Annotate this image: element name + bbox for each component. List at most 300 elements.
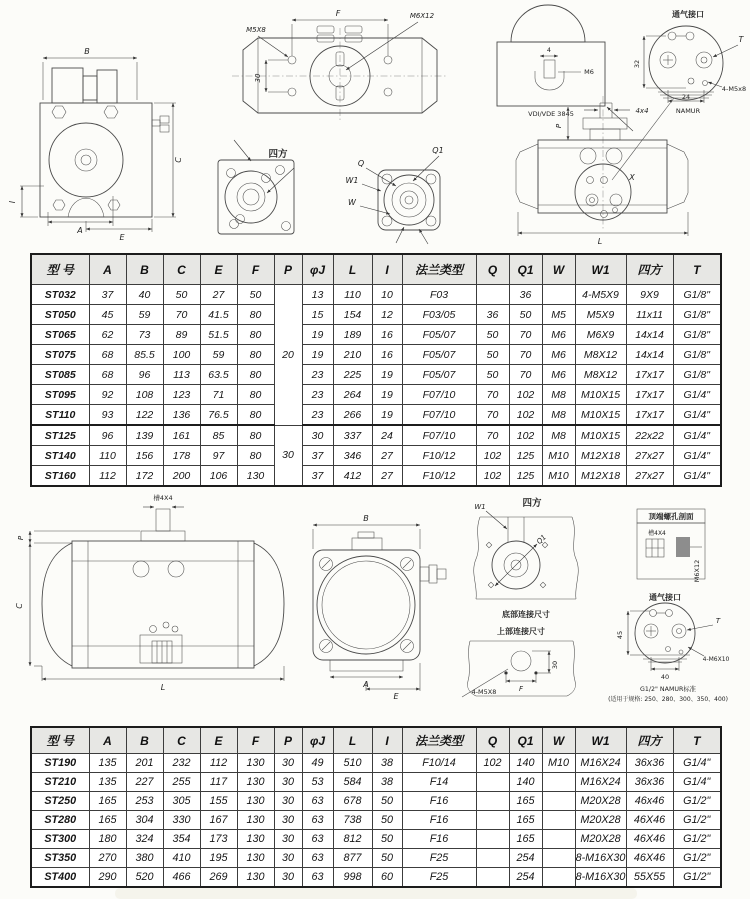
value-cell: 38 — [372, 773, 402, 792]
value-cell: 13 — [302, 285, 333, 305]
value-cell: 254 — [509, 868, 542, 888]
value-cell: 178 — [163, 446, 200, 466]
end-view-large — [313, 514, 446, 701]
front-view-drawing — [8, 47, 183, 242]
value-cell: 70 — [163, 305, 200, 325]
model-cell: ST190 — [31, 754, 89, 773]
column-header: C — [163, 254, 200, 285]
value-cell: 37 — [302, 466, 333, 487]
value-cell: M8 — [542, 425, 575, 446]
square-drive-drawing — [218, 140, 294, 234]
value-cell: 19 — [372, 405, 402, 426]
value-cell — [542, 849, 575, 868]
value-cell: 14x14 — [626, 345, 673, 365]
value-cell: 180 — [89, 830, 126, 849]
square-drive-label: 四方 — [268, 149, 288, 160]
side-view-small — [516, 96, 688, 246]
table-row — [31, 868, 721, 888]
value-cell: 24 — [372, 425, 402, 446]
model-cell: ST140 — [31, 446, 89, 466]
value-cell: 30 — [274, 868, 302, 888]
value-cell: F25 — [402, 868, 476, 888]
value-cell: 225 — [333, 365, 372, 385]
value-cell: 62 — [89, 325, 126, 345]
value-cell: 76.5 — [200, 405, 237, 426]
value-cell: 130 — [237, 849, 274, 868]
value-cell: 290 — [89, 868, 126, 888]
value-cell: 330 — [163, 811, 200, 830]
dim-label-30: 30 — [254, 73, 262, 83]
value-cell: 264 — [333, 385, 372, 405]
namur-port-small — [633, 9, 746, 115]
value-cell: 50 — [372, 830, 402, 849]
value-cell: M10 — [542, 754, 575, 773]
value-cell: M5X9 — [575, 305, 626, 325]
dim-label-c: C — [174, 157, 183, 163]
value-cell: 9X9 — [626, 285, 673, 305]
value-cell: G1/8" — [673, 305, 721, 325]
value-cell: G1/2" — [673, 811, 721, 830]
value-cell — [542, 811, 575, 830]
top-connection-detail — [462, 626, 576, 697]
value-cell: G1/4" — [673, 425, 721, 446]
column-header: L — [333, 254, 372, 285]
value-cell: 30 — [274, 754, 302, 773]
table-row — [31, 345, 721, 365]
value-cell: 15 — [302, 305, 333, 325]
column-header: Q1 — [509, 254, 542, 285]
value-cell: 130 — [237, 466, 274, 487]
column-header: E — [200, 727, 237, 754]
value-cell: 412 — [333, 466, 372, 487]
value-cell: 46X46 — [626, 811, 673, 830]
header-row — [31, 727, 721, 754]
value-cell: 60 — [372, 868, 402, 888]
model-cell: ST095 — [31, 385, 89, 405]
value-cell: G1/2" — [673, 792, 721, 811]
column-header: A — [89, 727, 126, 754]
value-cell: M10 — [542, 446, 575, 466]
value-cell: 139 — [126, 425, 163, 446]
value-cell: M10X15 — [575, 405, 626, 426]
value-cell: 998 — [333, 868, 372, 888]
value-cell: 50 — [372, 849, 402, 868]
value-cell: 96 — [126, 365, 163, 385]
value-cell: 80 — [237, 425, 274, 446]
dim-label-40: 40 — [660, 673, 670, 681]
value-cell: 36x36 — [626, 754, 673, 773]
vent-port-title: 通气接口 — [672, 10, 704, 19]
label-w1: W1 — [474, 503, 486, 511]
value-cell: F03 — [402, 285, 476, 305]
value-cell: 70 — [476, 405, 509, 426]
value-cell: 255 — [163, 773, 200, 792]
column-header: C — [163, 727, 200, 754]
value-cell: 117 — [200, 773, 237, 792]
column-header: E — [200, 254, 237, 285]
value-cell: 73 — [126, 325, 163, 345]
value-cell: 36 — [476, 305, 509, 325]
value-cell: G1/4" — [673, 385, 721, 405]
dim-label-a: A — [363, 680, 369, 689]
value-cell: F25 — [402, 849, 476, 868]
value-cell: 410 — [163, 849, 200, 868]
value-cell: 50 — [476, 345, 509, 365]
value-cell: 80 — [237, 365, 274, 385]
value-cell — [542, 773, 575, 792]
value-cell: 80 — [237, 305, 274, 325]
dim-label-l: L — [597, 237, 603, 246]
dim-label-i: I — [8, 200, 17, 204]
value-cell — [476, 849, 509, 868]
column-header: L — [333, 727, 372, 754]
value-cell: 30 — [274, 773, 302, 792]
value-cell: 70 — [509, 325, 542, 345]
value-cell: 70 — [476, 425, 509, 446]
value-cell: 51.5 — [200, 325, 237, 345]
value-cell: 270 — [89, 849, 126, 868]
value-cell: G1/2" — [673, 830, 721, 849]
value-cell: M12X18 — [575, 446, 626, 466]
value-cell: 17x17 — [626, 405, 673, 426]
value-cell: 200 — [163, 466, 200, 487]
dim-label-45: 45 — [616, 630, 624, 640]
value-cell: 80 — [237, 385, 274, 405]
value-cell: 738 — [333, 811, 372, 830]
column-header: F — [237, 727, 274, 754]
value-cell: M5 — [542, 305, 575, 325]
value-cell: 85 — [200, 425, 237, 446]
value-cell: 125 — [509, 446, 542, 466]
value-cell: 22x22 — [626, 425, 673, 446]
value-cell: M8X12 — [575, 365, 626, 385]
value-cell: 19 — [372, 365, 402, 385]
value-cell: F05/07 — [402, 365, 476, 385]
label-4m5x8: 4-M5X8 — [471, 688, 497, 696]
value-cell: 510 — [333, 754, 372, 773]
value-cell: G1/8" — [673, 365, 721, 385]
value-cell: 304 — [126, 811, 163, 830]
label-q: Q — [357, 159, 365, 168]
value-cell: 8-M16X30 — [575, 849, 626, 868]
value-cell: F10/12 — [402, 446, 476, 466]
column-header: P — [274, 254, 302, 285]
key-label-4x4: 4x4 — [635, 107, 649, 115]
bolt-label-m5x8: M5X8 — [246, 26, 266, 34]
value-cell: F14 — [402, 773, 476, 792]
dim-label-b: B — [84, 47, 90, 56]
value-cell: 122 — [126, 405, 163, 426]
thread-section-title: 顶端螺孔剖面 — [648, 512, 694, 521]
value-cell: 23 — [302, 385, 333, 405]
value-cell: 68 — [89, 365, 126, 385]
value-cell: 19 — [302, 345, 333, 365]
value-cell: 17x17 — [626, 385, 673, 405]
value-cell: 140 — [509, 754, 542, 773]
value-cell: F07/10 — [402, 425, 476, 446]
vent-port-title: 通气接口 — [649, 593, 681, 602]
label-4m6x10: 4-M6X10 — [702, 656, 730, 663]
value-cell: 130 — [237, 811, 274, 830]
value-cell: 201 — [126, 754, 163, 773]
value-cell: 165 — [509, 811, 542, 830]
value-cell: G1/4" — [673, 405, 721, 426]
value-cell: 49 — [302, 754, 333, 773]
value-cell: 102 — [509, 405, 542, 426]
value-cell: 12 — [372, 305, 402, 325]
vdi-thread-m6: M6 — [584, 68, 594, 76]
value-cell: 8-M16X30 — [575, 868, 626, 888]
value-cell: 30 — [274, 792, 302, 811]
namur-note-1: G1/2" NAMUR标准 — [640, 686, 696, 693]
value-cell: M8X12 — [575, 345, 626, 365]
value-cell — [476, 792, 509, 811]
column-header: W1 — [575, 254, 626, 285]
value-cell: 50 — [476, 365, 509, 385]
table-row — [31, 830, 721, 849]
value-cell: 50 — [476, 325, 509, 345]
value-cell: G1/4" — [673, 773, 721, 792]
vdi-dim-4: 4 — [546, 46, 552, 54]
value-cell: 27 — [372, 466, 402, 487]
value-cell: 55X55 — [626, 868, 673, 888]
value-cell: M6 — [542, 325, 575, 345]
value-cell: 102 — [476, 466, 509, 487]
value-cell: 812 — [333, 830, 372, 849]
value-cell: 23 — [302, 365, 333, 385]
value-cell: 678 — [333, 792, 372, 811]
value-cell: M10X15 — [575, 385, 626, 405]
value-cell: 106 — [200, 466, 237, 487]
bottom-connection-caption: 底部连接尺寸 — [502, 610, 550, 619]
table-row — [31, 849, 721, 868]
value-cell: 11x11 — [626, 305, 673, 325]
model-cell: ST210 — [31, 773, 89, 792]
value-cell — [542, 868, 575, 888]
table-row — [31, 285, 721, 305]
value-cell: 37 — [89, 285, 126, 305]
value-cell: 19 — [372, 385, 402, 405]
model-cell: ST280 — [31, 811, 89, 830]
slot-label: 槽4X4 — [648, 530, 666, 537]
value-cell: 80 — [237, 345, 274, 365]
dim-label-24: 24 — [681, 93, 691, 101]
model-cell: ST065 — [31, 325, 89, 345]
value-cell: 71 — [200, 385, 237, 405]
value-cell: 266 — [333, 405, 372, 426]
value-cell: 46X46 — [626, 849, 673, 868]
namur-port-large — [608, 592, 729, 703]
value-cell: 92 — [89, 385, 126, 405]
value-cell: 23 — [302, 405, 333, 426]
column-header: B — [126, 727, 163, 754]
value-cell — [542, 285, 575, 305]
value-cell: 40 — [126, 285, 163, 305]
value-cell: 165 — [89, 811, 126, 830]
label-t: T — [738, 35, 744, 44]
value-cell: 38 — [372, 754, 402, 773]
table-row — [31, 446, 721, 466]
model-cell: ST300 — [31, 830, 89, 849]
value-cell: 520 — [126, 868, 163, 888]
thread-label-m6x12: M6X12 — [693, 559, 701, 583]
value-cell: 232 — [163, 754, 200, 773]
column-header: 型 号 — [31, 727, 89, 754]
value-cell: 37 — [302, 446, 333, 466]
value-cell: 27 — [372, 446, 402, 466]
value-cell: 45 — [89, 305, 126, 325]
value-cell: 305 — [163, 792, 200, 811]
value-cell: F16 — [402, 811, 476, 830]
value-cell: 50 — [237, 285, 274, 305]
value-cell: F10/12 — [402, 466, 476, 487]
bottom-connection-detail — [474, 497, 579, 619]
value-cell: 227 — [126, 773, 163, 792]
model-cell: ST160 — [31, 466, 89, 487]
technical-drawing-top — [0, 0, 750, 250]
value-cell — [476, 868, 509, 888]
value-cell: 85.5 — [126, 345, 163, 365]
dim-label-p: P — [555, 123, 563, 129]
value-cell: 63 — [302, 849, 333, 868]
value-cell: 130 — [237, 754, 274, 773]
value-cell: 27x27 — [626, 466, 673, 487]
technical-drawing-middle — [0, 483, 750, 735]
value-cell: 269 — [200, 868, 237, 888]
value-cell: 70 — [476, 385, 509, 405]
column-header: 四方 — [626, 727, 673, 754]
value-cell: 125 — [509, 466, 542, 487]
value-cell: 135 — [89, 773, 126, 792]
value-cell: 136 — [163, 405, 200, 426]
value-cell: 130 — [237, 868, 274, 888]
column-header: I — [372, 727, 402, 754]
value-cell: 30 — [302, 425, 333, 446]
value-cell: 70 — [509, 345, 542, 365]
value-cell: 130 — [237, 830, 274, 849]
value-cell: 172 — [126, 466, 163, 487]
value-cell: M10 — [542, 466, 575, 487]
column-header: T — [673, 727, 721, 754]
table-row — [31, 385, 721, 405]
value-cell: G1/4" — [673, 466, 721, 487]
value-cell: M10X15 — [575, 425, 626, 446]
value-cell: 102 — [509, 425, 542, 446]
top-thread-section — [637, 509, 705, 582]
bolt-label-m6x12: M6X12 — [409, 12, 435, 20]
value-cell: 20 — [274, 285, 302, 426]
label-t: T — [715, 617, 721, 625]
dim-label-e: E — [119, 233, 125, 242]
value-cell: 110 — [89, 446, 126, 466]
value-cell: 19 — [302, 325, 333, 345]
value-cell — [476, 285, 509, 305]
value-cell: 102 — [476, 446, 509, 466]
value-cell: 584 — [333, 773, 372, 792]
value-cell: 110 — [333, 285, 372, 305]
value-cell: 165 — [89, 792, 126, 811]
value-cell: 165 — [509, 830, 542, 849]
value-cell: M20X28 — [575, 830, 626, 849]
value-cell: 254 — [509, 849, 542, 868]
label-q1: Q1 — [432, 146, 444, 155]
dim-label-p: P — [17, 535, 25, 541]
value-cell: M20X28 — [575, 811, 626, 830]
table-row — [31, 305, 721, 325]
table-row — [31, 792, 721, 811]
header-row — [31, 254, 721, 285]
value-cell: 27x27 — [626, 446, 673, 466]
value-cell: 346 — [333, 446, 372, 466]
model-cell: ST350 — [31, 849, 89, 868]
value-cell: 93 — [89, 405, 126, 426]
slot-label: 槽4X4 — [153, 494, 173, 502]
value-cell: 63 — [302, 868, 333, 888]
column-header: B — [126, 254, 163, 285]
table-row — [31, 405, 721, 426]
value-cell: M6X9 — [575, 325, 626, 345]
value-cell — [476, 830, 509, 849]
value-cell: 210 — [333, 345, 372, 365]
value-cell: 195 — [200, 849, 237, 868]
value-cell — [476, 773, 509, 792]
table-row — [31, 811, 721, 830]
value-cell: M16X24 — [575, 754, 626, 773]
column-header: 法兰类型 — [402, 727, 476, 754]
value-cell: 123 — [163, 385, 200, 405]
value-cell: G1/4" — [673, 754, 721, 773]
value-cell: 63 — [302, 811, 333, 830]
value-cell: 17x17 — [626, 365, 673, 385]
value-cell — [542, 830, 575, 849]
value-cell: 253 — [126, 792, 163, 811]
value-cell: 140 — [509, 773, 542, 792]
model-cell: ST400 — [31, 868, 89, 888]
value-cell: G1/2" — [673, 868, 721, 888]
value-cell: 68 — [89, 345, 126, 365]
top-connection-caption: 上部连接尺寸 — [497, 627, 545, 636]
model-cell: ST075 — [31, 345, 89, 365]
value-cell: 877 — [333, 849, 372, 868]
value-cell: 16 — [372, 325, 402, 345]
value-cell: 80 — [237, 405, 274, 426]
model-cell: ST110 — [31, 405, 89, 426]
value-cell: 189 — [333, 325, 372, 345]
column-header: 型 号 — [31, 254, 89, 285]
value-cell: G1/8" — [673, 325, 721, 345]
value-cell: 50 — [163, 285, 200, 305]
value-cell: 14x14 — [626, 325, 673, 345]
value-cell: 41.5 — [200, 305, 237, 325]
column-header: 法兰类型 — [402, 254, 476, 285]
value-cell: 16 — [372, 345, 402, 365]
column-header: 四方 — [626, 254, 673, 285]
column-header: Q — [476, 727, 509, 754]
value-cell: 80 — [237, 446, 274, 466]
value-cell: M6 — [542, 345, 575, 365]
column-header: F — [237, 254, 274, 285]
value-cell: F10/14 — [402, 754, 476, 773]
value-cell: 59 — [200, 345, 237, 365]
table-row — [31, 754, 721, 773]
shaft-flange-drawing — [346, 146, 444, 244]
value-cell: 4-M5X9 — [575, 285, 626, 305]
model-cell: ST085 — [31, 365, 89, 385]
value-cell: 112 — [89, 466, 126, 487]
value-cell: M20X28 — [575, 792, 626, 811]
column-header: A — [89, 254, 126, 285]
value-cell: G1/8" — [673, 285, 721, 305]
